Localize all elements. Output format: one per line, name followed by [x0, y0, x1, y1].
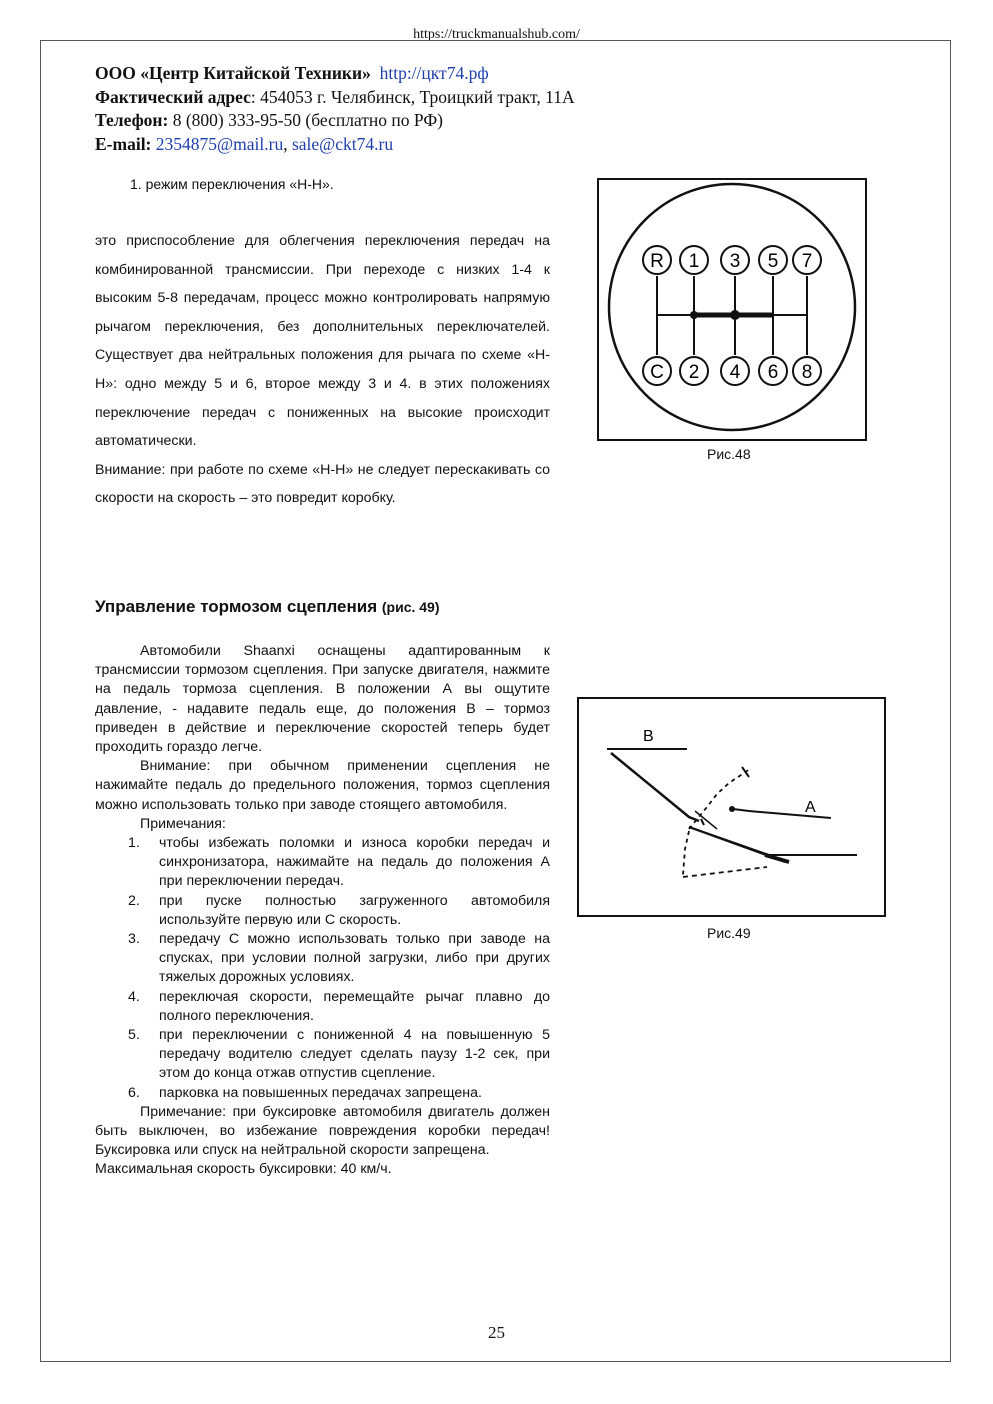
note-number: 3.	[128, 931, 140, 948]
address-label: Фактический адрес	[95, 86, 251, 107]
top-gear-label: 7	[801, 251, 813, 272]
email-line	[95, 133, 575, 157]
note-text: при пуске полностью загруженного автомобиля используйте первую или С скорость.	[159, 892, 550, 928]
arc-end-tick	[742, 767, 749, 777]
neutral-point-center	[730, 310, 740, 320]
phone-value: 8 (800) 333-95-50 (бесплатно по РФ)	[168, 110, 444, 130]
section-title-clutch-brake	[95, 597, 440, 617]
email-separator: ,	[283, 133, 292, 154]
note-item-1	[95, 834, 550, 892]
bottom-gear-label: C	[650, 362, 664, 383]
clutch-brake-body	[95, 642, 550, 1180]
phone-line	[95, 109, 575, 133]
figure-49-caption: Рис.49	[707, 925, 751, 941]
pedal-arm	[689, 827, 857, 855]
bottom-gear-labels	[643, 357, 821, 385]
section-title-figure-ref: (рис. 49)	[381, 599, 440, 615]
note-text: при переключении с пониженной 4 на повышенную 5 передачу водителю следует сделать паузу 1-2 сек, при этом до конца отжав отпустив сцепление.	[159, 1027, 550, 1082]
shift-knob-outline	[609, 184, 855, 430]
page-number: 25	[488, 1323, 505, 1342]
phone-label: Телефон:	[95, 110, 169, 130]
top-gear-label: 3	[729, 251, 741, 272]
note-text: чтобы избежать поломки и износа коробки передач и синхронизатора, нажимайте на педаль до положения А при переключении передач.	[159, 835, 550, 890]
company-header	[95, 62, 575, 156]
note-text: передачу С можно использовать только при заводе на спусках, при условии полной загрузки, либо при других тяжелых дорожных условиях.	[159, 931, 550, 986]
bottom-gear-label: 2	[688, 362, 700, 383]
company-name: ООО «Центр Китайской Техники»	[95, 63, 371, 83]
hh-description	[95, 227, 550, 513]
note-item-2	[95, 892, 550, 930]
figure-48-caption: Рис.48	[707, 446, 751, 462]
label-b: B	[643, 728, 654, 745]
hh-warning: Внимание: при работе по схеме «Н-Н» не следует перескакивать со скорости на скорость – это повредит коробку.	[95, 461, 550, 507]
pedal-lever-upper	[611, 753, 699, 821]
top-gear-label: R	[650, 251, 664, 272]
note-item-5	[95, 1026, 550, 1084]
note-number: 1.	[128, 835, 140, 852]
pedal-base-dashed	[683, 867, 767, 877]
bottom-gear-label: 4	[729, 362, 741, 383]
lever-tick	[701, 819, 704, 825]
position-a-point	[729, 806, 735, 812]
figure-48-gear-shift-pattern	[597, 178, 867, 441]
clutch-brake-intro: Автомобили Shaanxi оснащены адаптированным к трансмиссии тормозом сцепления. При запуске двигателя, нажмите на педаль тормоза сцепления. В положении А вы ощутите давление, - надавите педаль еще, до положения В – тормоз приведен в действие и переключение скоростей теперь будет проходить гораздо легче.	[95, 643, 550, 756]
bottom-gear-label: 6	[767, 362, 779, 383]
email-link-1[interactable]: 2354875@mail.ru	[155, 133, 284, 154]
email-label: E-mail:	[95, 133, 152, 154]
note-text: парковка на повышенных передачах запрещена.	[159, 1084, 482, 1101]
note-item-6	[95, 1084, 550, 1103]
note-number: 5.	[128, 1027, 140, 1044]
note-number: 4.	[128, 988, 140, 1005]
note-item-4	[95, 988, 550, 1026]
note-item-3	[95, 930, 550, 988]
bottom-gear-label: 8	[801, 362, 813, 383]
top-gear-label: 5	[767, 251, 779, 272]
company-url[interactable]: http://цкт74.рф	[379, 63, 489, 83]
figure-49-clutch-pedal-diagram	[577, 697, 886, 917]
gear-pattern-diagram	[599, 180, 865, 439]
clutch-brake-warning: Внимание: при обычном применении сцепления не нажимайте педаль до предельного положения, тормоз сцепления можно использовать только при заводе стоящего автомобиля.	[95, 758, 550, 813]
neutral-point-left	[690, 311, 698, 319]
source-url[interactable]: https://truckmanualshub.com/	[413, 27, 580, 42]
towing-note: Примечание: при буксировке автомобиля двигатель должен быть выключен, во избежание повреждения коробки передач! Буксировка или спуск на нейтральной скорости запрещена.	[95, 1103, 550, 1159]
clutch-pedal-diagram	[579, 699, 884, 915]
label-a: A	[805, 799, 816, 816]
pedal-travel-arc-lower	[683, 831, 689, 875]
towing-speed: Максимальная скорость буксировки: 40 км/ч.	[95, 1161, 392, 1178]
section-title-text: Управление тормозом сцепления	[95, 597, 378, 616]
note-text: переключая скорости, перемещайте рычаг плавно до полного переключения.	[159, 988, 550, 1024]
notes-list	[95, 834, 550, 1103]
note-number: 6.	[128, 1084, 140, 1101]
top-gear-label: 1	[688, 251, 700, 272]
pedal-pivot	[765, 855, 789, 862]
note-number: 2.	[128, 892, 140, 909]
email-link-2[interactable]: sale@ckt74.ru	[291, 133, 394, 154]
list-item-hh-mode: 1. режим переключения «Н-Н».	[130, 176, 334, 192]
notes-title: Примечания:	[140, 815, 226, 832]
position-a-marker	[733, 809, 831, 818]
hh-paragraph: это приспособление для облегчения переключения передач на комбинированной трансмиссии. При переходе с низких 1-4 к высоким 5-8 передачам, процесс можно контролировать напрямую рычагом переключения, без дополнительных переключателей. Существует два нейтральных положения для рычага по схеме «Н-Н»: одно между 5 и 6, второе между 3 и 4. в этих положениях переключение передач с пониженных на высокие происходит автоматически.	[95, 233, 550, 450]
company-line	[95, 62, 575, 86]
top-gear-labels	[643, 246, 821, 274]
address-value: : 454053 г. Челябинск, Троицкий тракт, 11А	[250, 86, 575, 107]
address-line	[95, 86, 575, 110]
